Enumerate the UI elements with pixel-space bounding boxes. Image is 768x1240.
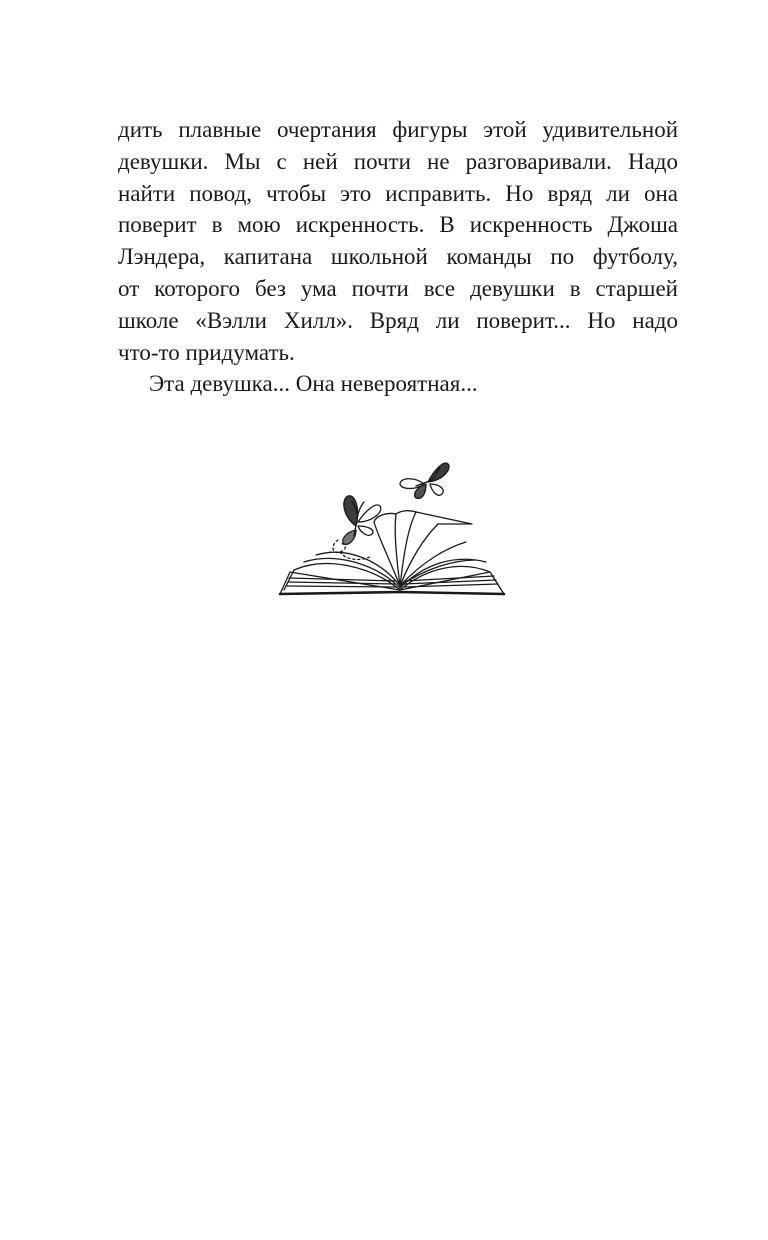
text-line: поверит в мою искренность. В искренность Джоша (118, 212, 678, 238)
text-line: школе «Вэлли Хилл». Вряд ли поверит... Но надо (118, 307, 678, 333)
open-book-with-butterflies-icon (276, 456, 508, 602)
text-line: найти повод, чтобы это исправить. Но вряд ли она (118, 180, 678, 206)
page-body-text (118, 114, 678, 400)
text-line: что-то придумать. (118, 339, 295, 365)
paragraph-2 (118, 368, 678, 400)
text-line: девушки. Мы с ней почти не разговаривали. Надо (118, 148, 678, 174)
paragraph-1 (118, 114, 678, 368)
ornament-graphic (276, 456, 508, 602)
text-line: Лэндера, капитана школьной команды по футболу, (118, 244, 678, 270)
butterfly-right-icon (400, 463, 449, 498)
text-line: Эта девушка... Она невероятная... (149, 371, 478, 397)
text-line: от которого без ума почти все девушки в старшей (118, 275, 678, 301)
text-line: дить плавные очертания фигуры этой удивительной (118, 117, 678, 142)
